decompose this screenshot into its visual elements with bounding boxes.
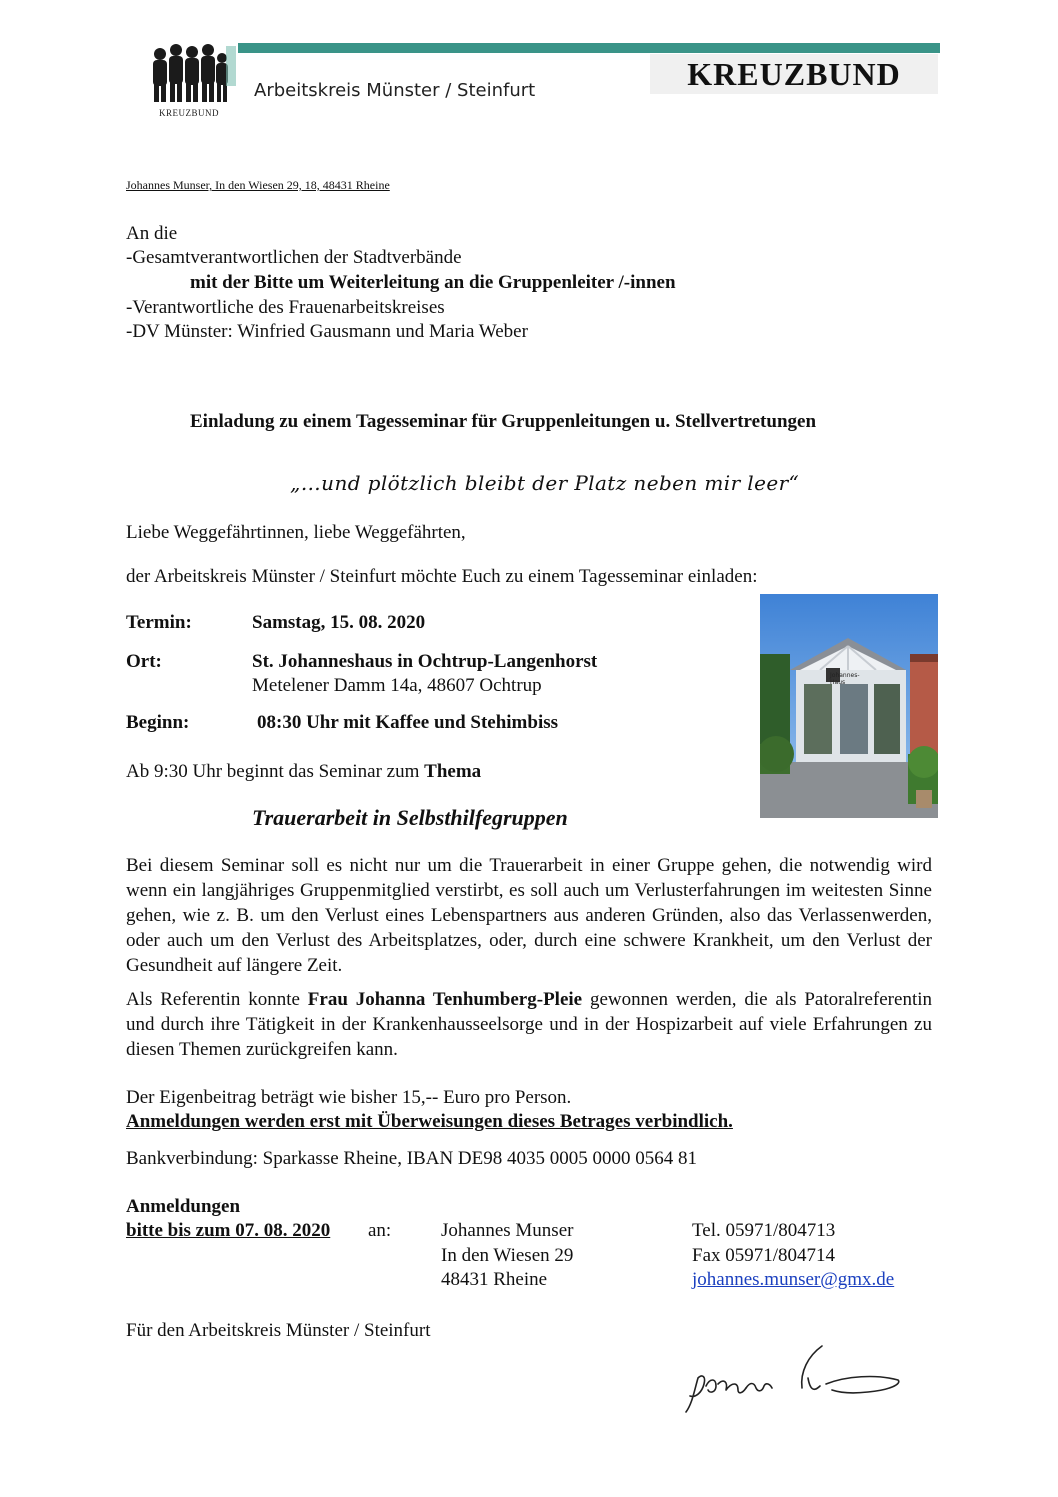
fee-text: Der Eigenbeitrag beträgt wie bisher 15,-- Euro pro Person. xyxy=(126,1087,572,1108)
closing-line: Für den Arbeitskreis Münster / Steinfurt xyxy=(126,1320,431,1341)
intro-text: der Arbeitskreis Münster / Steinfurt möchte Euch zu einem Tagesseminar einladen: xyxy=(126,566,758,587)
fee-note: Anmeldungen werden erst mit Überweisungen dieses Betrages verbindlich. xyxy=(126,1111,733,1132)
brand-text: KREUZBUND xyxy=(687,56,901,92)
ort-address: Metelener Damm 14a, 48607 Ochtrup xyxy=(252,675,542,696)
contact-email-link[interactable]: johannes.munser@gmx.de xyxy=(692,1269,895,1290)
seminar-start-line xyxy=(126,760,481,784)
bank-details: Bankverbindung: Sparkasse Rheine, IBAN DE98 4035 0005 0000 0564 81 xyxy=(126,1148,697,1169)
termin-value: Samstag, 15. 08. 2020 xyxy=(252,612,426,633)
recipient-line-1: An die xyxy=(126,223,178,244)
registration-to: an: xyxy=(368,1220,392,1241)
contact-name: Johannes Munser xyxy=(441,1220,574,1241)
speaker-name: Frau Johanna Tenhumberg-Pleie xyxy=(307,989,583,1010)
registration-heading: Anmeldungen xyxy=(126,1196,241,1217)
contact-tel: Tel. 05971/804713 xyxy=(692,1220,836,1241)
handwritten-signature xyxy=(676,1338,906,1418)
recipient-forward-note: mit der Bitte um Weiterleitung an die Gruppenleiter /-innen xyxy=(190,272,676,293)
recipient-line-4: -Verantwortliche des Frauenarbeitskreises xyxy=(126,297,445,318)
beginn-value: 08:30 Uhr mit Kaffee und Stehimbiss xyxy=(257,712,559,733)
document-title: Einladung zu einem Tagesseminar für Gruppenleitungen u. Stellvertretungen xyxy=(190,411,817,432)
body2-pre: Als Referentin konnte xyxy=(126,989,300,1010)
body2-post: gewonnen werden, die als Patoralreferentin und durch ihre Tätigkeit in der Krankenhausseelsorge und in der Hospizarbeit auf viele Erfahrungen zu diesen Themen zurückgreifen kann. xyxy=(126,989,933,1060)
seminar-theme: Trauerarbeit in Selbsthilfegruppen xyxy=(252,805,568,830)
motto-line: „…und plötzlich bleibt der Platz neben mir leer“ xyxy=(290,471,800,495)
kreuzbund-logo xyxy=(140,40,238,126)
ort-value: St. Johanneshaus in Ochtrup-Langenhorst xyxy=(252,651,598,672)
recipient-line-2: -Gesamtverantwortlichen der Stadtverbände xyxy=(126,247,462,268)
contact-fax: Fax 05971/804714 xyxy=(692,1245,836,1266)
thema-word: Thema xyxy=(424,761,482,782)
photo-sign-text: Johannes-Haus xyxy=(830,672,860,686)
header-accent-bar xyxy=(238,43,940,53)
brand-wordmark xyxy=(650,54,938,94)
seminar-start-text: Ab 9:30 Uhr beginnt das Seminar zum xyxy=(126,761,420,782)
people-silhouette-icon xyxy=(140,40,238,110)
termin-label: Termin: xyxy=(126,612,192,633)
venue-photo xyxy=(760,594,938,818)
contact-city: 48431 Rheine xyxy=(441,1269,548,1290)
body-paragraph-2 xyxy=(126,987,932,1062)
body-paragraph-1: Bei diesem Seminar soll es nicht nur um die Trauerarbeit in einer Gruppe gehen, die notwendig wird wenn ein langjähriges Gruppenmitglied verstirbt, es soll auch um Verlusterfahrungen im weitesten Sinne gehen, wie z. B. um den Verlust eines Lebenspartners aus anderen Gründen, also das Verlassenwerden, oder auch um den Verlust des Arbeitsplatzes, oder, durch eine schwere Krankheit, um den Verlust der Gesundheit auf längere Zeit. xyxy=(126,855,932,976)
beginn-label: Beginn: xyxy=(126,712,190,733)
recipient-line-5: -DV Münster: Winfried Gausmann und Maria Weber xyxy=(126,321,528,342)
org-unit-name: Arbeitskreis Münster / Steinfurt xyxy=(254,80,536,101)
greeting: Liebe Weggefährtinnen, liebe Weggefährten, xyxy=(126,522,466,543)
contact-street: In den Wiesen 29 xyxy=(441,1245,574,1266)
sender-line: Johannes Munser, In den Wiesen 29, 18, 48431 Rheine xyxy=(126,178,390,192)
registration-deadline: bitte bis zum 07. 08. 2020 xyxy=(126,1220,331,1241)
logo-caption: KREUZBUND xyxy=(159,108,219,118)
ort-label: Ort: xyxy=(126,651,162,672)
